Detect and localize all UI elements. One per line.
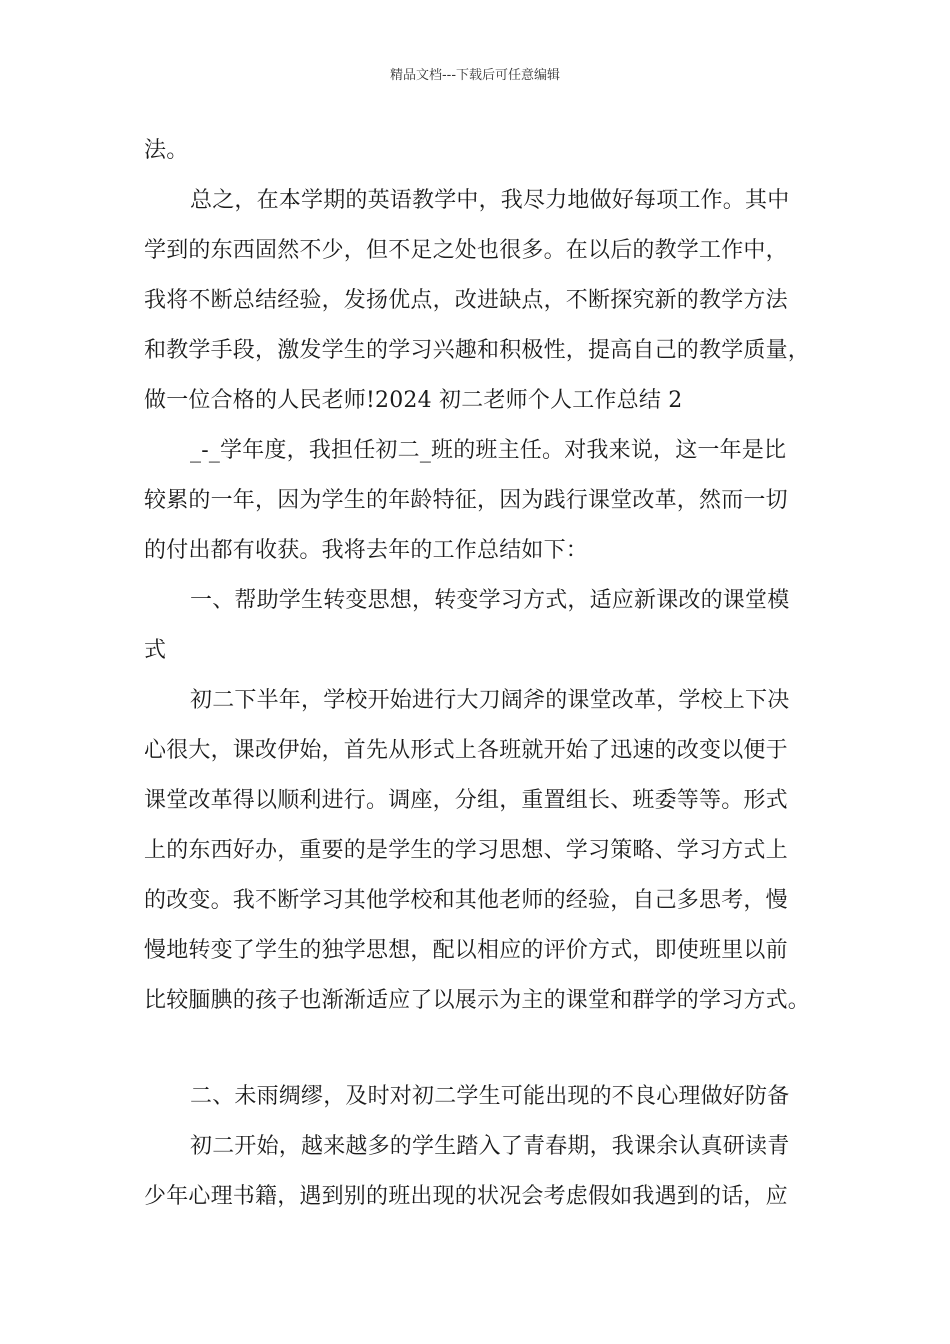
page-header: 精品文档---下载后可任意编辑 [389,68,561,83]
paragraph-start-line: 总之，在本学期的英语教学中，我尽力地做好每项工作。其中 [190,188,790,213]
text-line: 慢地转变了学生的独学思想，配以相应的评价方式，即使班里以前 [144,938,788,963]
paragraph-start-line: 初二开始，越来越多的学生踏入了青春期，我课余认真研读青 [190,1134,790,1159]
section-heading-line: 一、帮助学生转变思想，转变学习方式，适应新课改的课堂模 [190,588,790,613]
text-line: 较累的一年，因为学生的年龄特征，因为践行课堂改革，然而一切 [144,488,788,513]
paragraph-start-line: _-_学年度，我担任初二_班的班主任。对我来说，这一年是比 [190,438,787,463]
text-line: 学到的东西固然不少，但不足之处也很多。在以后的教学工作中， [144,238,788,263]
paragraph-start-line: 初二下半年，学校开始进行大刀阔斧的课堂改革，学校上下决 [190,688,790,713]
section-heading-line: 式 [144,638,167,663]
text-line: 和教学手段，激发学生的学习兴趣和积极性，提高自己的教学质量， [144,338,811,363]
text-line: 做一位合格的人民老师!2024 初二老师个人工作总结 2 [144,388,683,413]
text-line: 的改变。我不断学习其他学校和其他老师的经验，自己多思考，慢 [144,888,788,913]
text-line: 的付出都有收获。我将去年的工作总结如下： [144,538,589,563]
text-line: 比较腼腆的孩子也渐渐适应了以展示为主的课堂和群学的学习方式。 [144,988,811,1013]
text-line: 我将不断总结经验，发扬优点，改进缺点，不断探究新的教学方法 [144,288,788,313]
text-line: 少年心理书籍，遇到别的班出现的状况会考虑假如我遇到的话，应 [144,1184,788,1209]
text-line: 上的东西好办，重要的是学生的学习思想、学习策略、学习方式上 [144,838,788,863]
text-line: 法。 [144,138,189,163]
section-heading-line: 二、未雨绸缪，及时对初二学生可能出现的不良心理做好防备 [190,1084,790,1109]
text-line: 心很大，课改伊始，首先从形式上各班就开始了迅速的改变以便于 [144,738,788,763]
text-line: 课堂改革得以顺利进行。调座，分组，重置组长、班委等等。形式 [144,788,788,813]
